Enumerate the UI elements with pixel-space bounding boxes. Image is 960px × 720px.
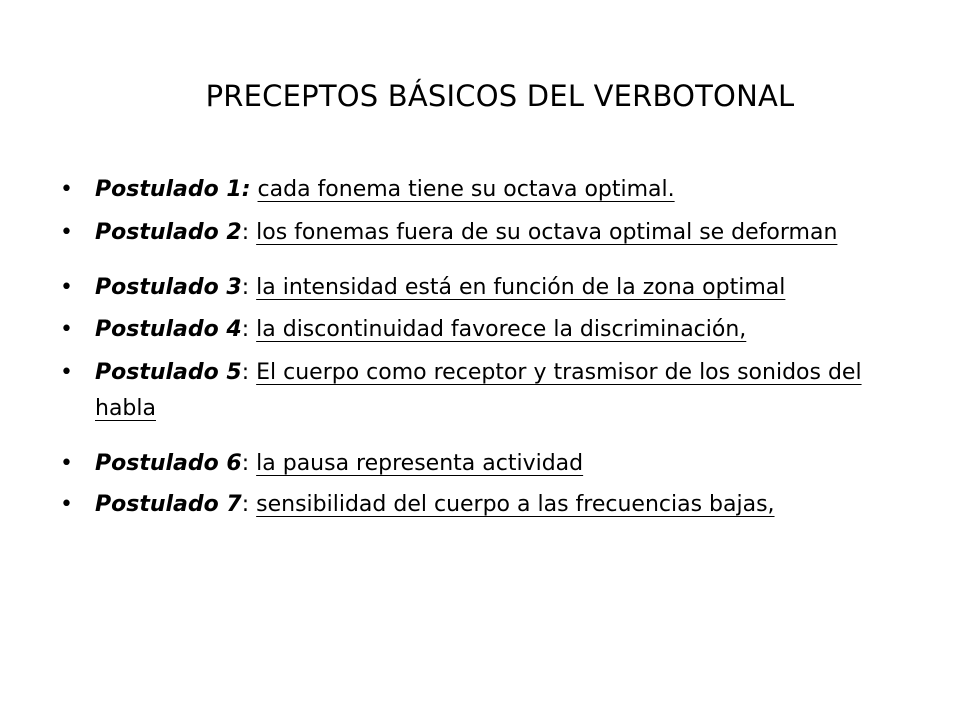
bullet-list xyxy=(60,172,920,541)
postulate-text: la pausa representa actividad xyxy=(256,451,584,476)
postulate-separator: : xyxy=(241,220,257,245)
bullet-dot-icon: • xyxy=(60,451,73,476)
postulate-label: Postulado 7 xyxy=(95,492,242,517)
bullet-dot-icon: • xyxy=(60,177,73,202)
list-item xyxy=(60,355,920,427)
postulate-separator: : xyxy=(241,492,257,517)
postulate-label: Postulado 2 xyxy=(95,220,242,245)
list-item xyxy=(60,312,920,348)
bullet-dot-icon: • xyxy=(60,317,73,342)
list-item xyxy=(60,446,920,482)
list-item xyxy=(60,487,920,523)
postulate-separator: : xyxy=(241,451,257,476)
postulate-label: Postulado 6 xyxy=(95,451,242,476)
postulate-label: Postulado 1: xyxy=(95,177,251,202)
bullet-dot-icon: • xyxy=(60,492,73,517)
postulate-separator: : xyxy=(241,317,257,342)
bullet-dot-icon: • xyxy=(60,220,73,245)
postulate-label: Postulado 3 xyxy=(95,275,242,300)
bullet-dot-icon: • xyxy=(60,360,73,385)
postulate-text: los fonemas fuera de su octava optimal se deforman xyxy=(256,220,838,245)
postulate-separator: : xyxy=(241,360,257,385)
slide-title: PRECEPTOS BÁSICOS DEL VERBOTONAL xyxy=(205,79,795,113)
postulate-text: sensibilidad del cuerpo a las frecuencias bajas, xyxy=(256,492,775,517)
postulate-label: Postulado 5 xyxy=(95,360,242,385)
list-item xyxy=(60,172,920,208)
postulate-label: Postulado 4 xyxy=(95,317,242,342)
bullet-dot-icon: • xyxy=(60,275,73,300)
postulate-separator: : xyxy=(241,275,257,300)
postulate-text: El cuerpo como receptor y trasmisor de los sonidos del habla xyxy=(95,360,862,421)
list-item xyxy=(60,270,920,306)
postulate-text: la intensidad está en función de la zona optimal xyxy=(256,275,786,300)
postulate-text: la discontinuidad favorece la discriminación, xyxy=(256,317,747,342)
list-item xyxy=(60,215,920,251)
postulate-separator xyxy=(251,177,258,202)
postulate-text: cada fonema tiene su octava optimal. xyxy=(257,177,675,202)
